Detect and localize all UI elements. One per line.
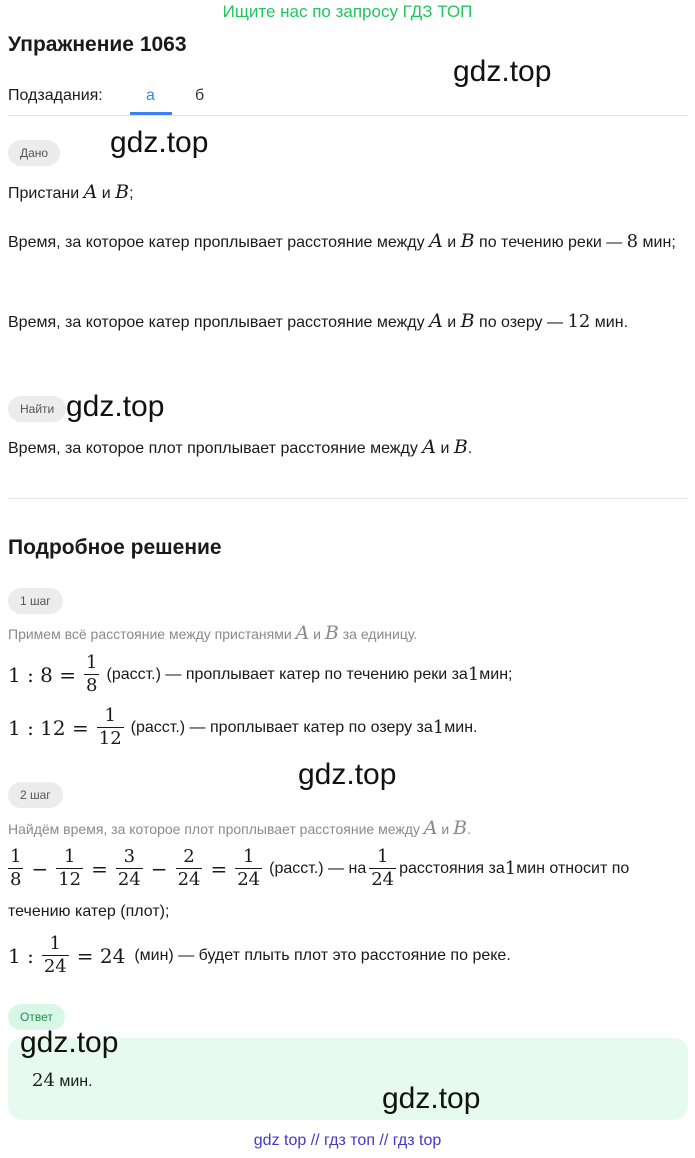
step-2-equation-1-continued: течению катер (плот); bbox=[8, 903, 170, 920]
given-line-3: Время, за которое катер проплывает расстояние между A и B по озеру — 12 мин. bbox=[8, 310, 629, 332]
divider bbox=[8, 498, 688, 499]
tab-b[interactable]: б bbox=[195, 87, 205, 104]
fraction: $\frac{1}{24}$ bbox=[237, 846, 261, 890]
step-2-intro: Найдём время, за которое плот проплывает расстояние между A и B. bbox=[8, 817, 471, 839]
fraction: $\frac{3}{24}$ bbox=[117, 846, 141, 890]
find-line: Время, за которое плот проплывает расстояние между A и B. bbox=[8, 436, 473, 458]
step-1-equation-1: 1 : 8 = $\frac{1}{8}$ (расст.) — проплывает катер по течению реки за 1 мин; bbox=[8, 652, 513, 696]
fraction: $\frac{2}{24}$ bbox=[177, 846, 201, 890]
find-chip: Найти bbox=[8, 396, 66, 422]
given-line-2: Время, за которое катер проплывает расстояние между A и B по течению реки — 8 мин; bbox=[8, 230, 676, 252]
step-2-equation-1: $\frac{1}{8}$ − $\frac{1}{12}$ = $\frac{3}{24}$ − $\frac{2}{24}$ = $\frac{1}{24}$ (расст.) — на $\frac{1}{24}$ расстояния за 1 мин относит по bbox=[10, 846, 630, 890]
fraction: $\frac{1}{8}$ bbox=[10, 846, 22, 890]
step-1-equation-2: 1 : 12 = $\frac{1}{12}$ (расст.) — проплывает катер по озеру за 1 мин. bbox=[8, 705, 478, 749]
fraction: $\frac{1}{12}$ bbox=[98, 705, 122, 749]
fraction: $\frac{1}{24}$ bbox=[43, 933, 67, 977]
step-2-chip: 2 шаг bbox=[8, 782, 63, 808]
search-banner[interactable]: Ищите нас по запросу ГДЗ ТОП bbox=[222, 2, 473, 21]
step-1-intro: Примем всё расстояние между пристанями A и B за единицу. bbox=[8, 622, 418, 644]
answer-text: 24 мин. bbox=[32, 1070, 93, 1091]
watermark: gdz.top bbox=[298, 758, 397, 791]
footer-links[interactable]: gdz top // гдз топ // гдз top bbox=[253, 1132, 442, 1149]
divider bbox=[8, 115, 688, 116]
watermark: gdz.top bbox=[20, 1026, 119, 1059]
watermark: gdz.top bbox=[66, 390, 165, 423]
fraction: $\frac{1}{8}$ bbox=[86, 652, 98, 696]
fraction: $\frac{1}{24}$ bbox=[371, 846, 395, 890]
watermark: gdz.top bbox=[453, 55, 552, 88]
subtasks-label: Подзадания: bbox=[8, 87, 103, 104]
step-2-equation-2: 1 : $\frac{1}{24}$ = 24 (мин) — будет плыть плот это расстояние по реке. bbox=[8, 933, 511, 977]
page-title: Упражнение 1063 bbox=[8, 33, 187, 56]
watermark: gdz.top bbox=[110, 126, 209, 159]
solution-title: Подробное решение bbox=[8, 536, 222, 559]
answer-chip: Ответ bbox=[8, 1004, 65, 1030]
step-1-chip: 1 шаг bbox=[8, 588, 63, 614]
watermark: gdz.top bbox=[382, 1082, 481, 1115]
fraction: $\frac{1}{12}$ bbox=[58, 846, 82, 890]
given-line-1: Пристани A и B; bbox=[8, 181, 134, 203]
given-chip: Дано bbox=[8, 140, 60, 166]
tab-a[interactable]: а bbox=[146, 87, 155, 104]
